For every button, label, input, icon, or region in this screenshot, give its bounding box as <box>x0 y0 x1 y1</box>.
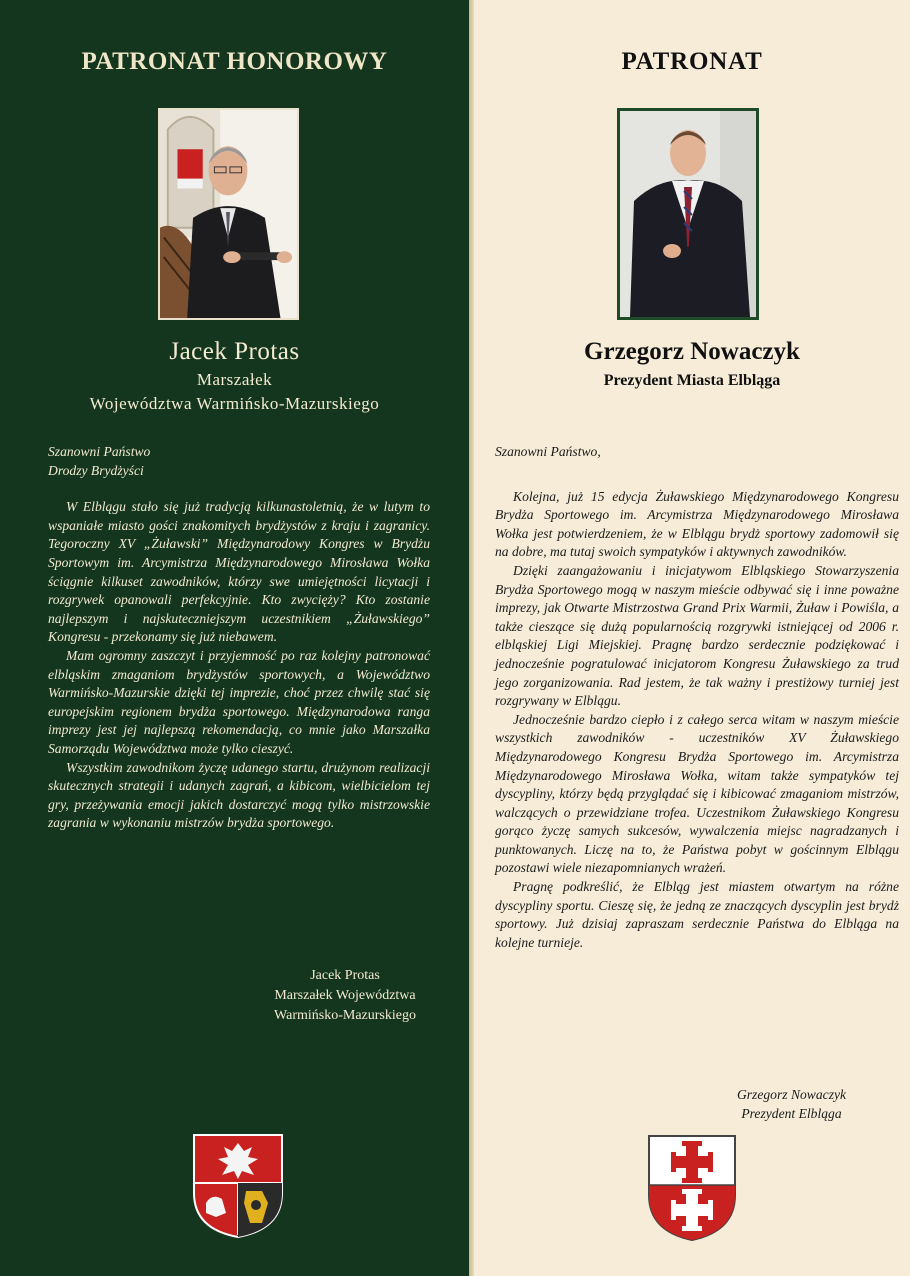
honorary-patron-signature <box>240 966 450 1026</box>
signature-name: Grzegorz Nowaczyk <box>736 1087 847 1102</box>
letter-paragraph: Jednocześnie bardzo ciepło i z całego serca witam w naszym mieście wszystkich zawodników - uczestników XV Żuławskiego Międzynarodowego Kongresu Brydża Sportowego im. Arcymistrza Międzynarodowego Mirosława Wołka, witam także sympatyków tej dyscypliny, którzy będą przyglądać się i kibicować zmaganiom mistrzów, walczących o przewidziane trofea. Uczestnikom Żuławskiego Kongresu gorąco życzę samych sukcesów, wywalczenia miejsc nagradzanych i punktowanych. Liczę na to, że Państwa pobyt w gościnnym Elblągu pozostawi wiele niezapomnianych wrażeń. <box>495 711 899 876</box>
jacek-protas-name: Jacek Protas <box>169 338 300 365</box>
patron-signature <box>684 1085 899 1123</box>
patron-panel <box>474 0 910 1276</box>
jacek-protas-role-line2: Województwa Warmińsko-Mazurskiego <box>89 394 380 413</box>
letter-paragraph: Mam ogromny zaszczyt i przyjemność po raz kolejny patronować elbląskim zmaganiom brydżystów sportowych, a Województwo Warmińsko-Mazurskie dzięki tej imprezie, choć przez chwilę stać się europejskim regionem brydża sportowego. Międzynarodowa ranga imprezy jest jej najlepszą rekomendacją, co mnie jako Marszałka Samorządu Województwa może tylko cieszyć. <box>48 647 430 756</box>
grzegorz-nowaczyk-photo <box>617 108 759 320</box>
elblag-coat-of-arms-icon <box>646 1133 738 1243</box>
grzegorz-nowaczyk-role: Prezydent Miasta Elbląga <box>603 372 781 389</box>
warmia-masuria-coat-of-arms-icon <box>192 1133 284 1239</box>
letter-paragraph: Pragnę podkreślić, że Elbląg jest miastem otwartym na różne dyscypliny sportu. Cieszę się, że jedną ze znaczących dyscyplin jest brydż sportowy. Już dzisiaj zapraszam serdecznie Państwa do Elbląga na kolejne turnieje. <box>495 879 899 950</box>
signature-title: Marszałek Województwa <box>274 988 416 1003</box>
letter-paragraph: Wszystkim zawodnikom życzę udanego startu, drużynom realizacji skutecznych strategii i udanych zagrań, a kibicom, wielbicielom tej gry, przeżywania emocji jakich dostarczyć mogą tylko mistrzowskie zagrania w wykonaniu mistrzów brydża sportowego. <box>48 759 430 831</box>
letter-greeting: Szanowni Państwo, <box>495 444 601 459</box>
patron-letter <box>495 443 899 952</box>
honorary-patron-letter <box>48 443 430 833</box>
signature-title: Warmińsko-Mazurskiego <box>274 1008 416 1023</box>
jacek-protas-role-line1: Marszałek <box>196 370 273 389</box>
signature-name: Jacek Protas <box>310 968 380 983</box>
grzegorz-nowaczyk-name: Grzegorz Nowaczyk <box>584 338 800 365</box>
honorary-patron-heading: PATRONAT HONOROWY <box>81 48 388 75</box>
letter-paragraph: Kolejna, już 15 edycja Żuławskiego Międzynarodowego Kongresu Brydża Sportowego im. Arcymistrza Międzynarodowego Mirosława Wołka jest potwierdzeniem, że w Elblągu brydż sportowy zadomowił się na dobre, ma tutaj swoich sympatyków i aktywnych zawodników. <box>495 488 899 560</box>
signature-title: Prezydent Elbląga <box>741 1106 842 1121</box>
patron-heading: PATRONAT <box>621 48 763 75</box>
letter-greeting: Drodzy Brydżyści <box>48 462 144 478</box>
letter-greeting: Szanowni Państwo <box>48 444 151 459</box>
letter-paragraph: W Elblągu stało się już tradycją kilkunastoletnią, że w lutym to wspaniałe miasto gości znakomitych brydżystów z kraju i zagranicy. Tegoroczny XV „Żuławski” Międzynarodowy Kongres w Brydżu Sportowym im. Arcymistrza Międzynarodowego Mirosława Wołka ściągnie kilkuset zawodników, którzy swe umiejętności licytacji i rozgrywek opanowali perfekcyjnie. Kto zwycięży? Kto zostanie najlepszym i najskuteczniejszym uczestnikiem „Żuławskiego” Kongresu - przekonamy się już niebawem. <box>48 499 430 645</box>
jacek-protas-photo <box>158 108 299 320</box>
letter-paragraph: Dzięki zaangażowaniu i inicjatywom Elbląskiego Stowarzyszenia Brydża Sportowego mogą w naszym mieście odbywać się i inne poważne imprezy, jak Otwarte Mistrzostwa Grand Prix Warmii, Żuław i Powiśla, a także cieszące się dużą popularnością rozgrywki istniejącej od 2006 r. elbląskiej Ligi Miejskiej. Pragnę bardzo serdecznie podziękować i jednocześnie pogratulować inicjatorom Kongresu Żuławskiego za trud jego zorganizowania. Rad jestem, że tak ważny i prestiżowy turniej jest rozgrywany w Elblągu. <box>495 562 899 709</box>
